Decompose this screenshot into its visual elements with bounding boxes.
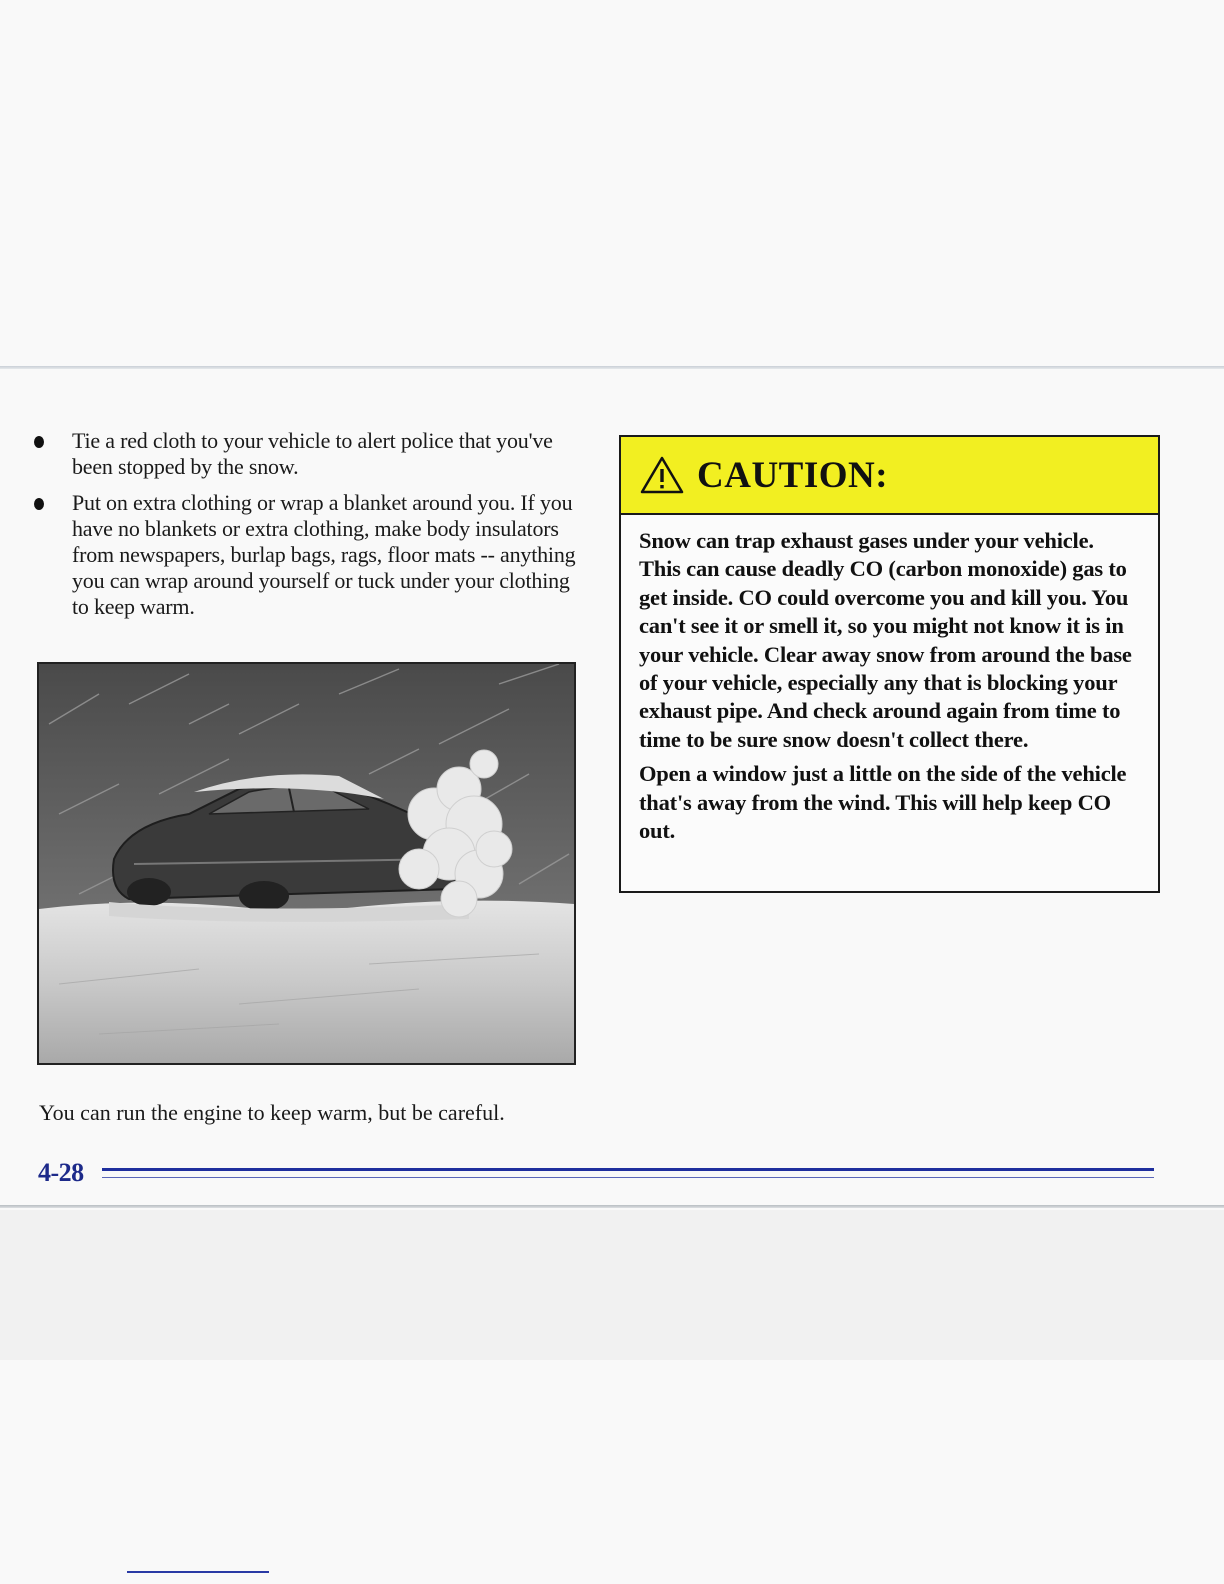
tips-list [34, 428, 579, 630]
caution-title: CAUTION: [697, 454, 889, 496]
bottom-tick-mark [127, 1571, 269, 1573]
bullet-icon [34, 436, 44, 448]
top-divider [0, 366, 1224, 369]
list-item [34, 428, 579, 480]
footer-rule-thin [102, 1177, 1154, 1178]
caution-paragraph: Snow can trap exhaust gases under your vehicle. This can cause deadly CO (carbon monoxide) gas to get inside. CO could overcome you and kill you. You can't see it or smell it, so you might not know it is in your vehicle. Clear away snow from around the base of your vehicle, especially any that is blocking your exhaust pipe. And check around again from time to time to be sure snow doesn't collect there. [639, 528, 1132, 752]
caution-paragraph: Open a window just a little on the side of the vehicle that's away from the wind. This will help keep CO out. [639, 761, 1127, 844]
bullet-text: Put on extra clothing or wrap a blanket around you. If you have no blankets or extra clothing, make body insulators from newspapers, burlap bags, rags, floor mats -- anything you can wrap around yourself or tuck under your clothing to keep warm. [72, 490, 576, 619]
caution-body [621, 515, 1158, 845]
illustration-caption: You can run the engine to keep warm, but be careful. [39, 1100, 505, 1125]
list-item [34, 490, 579, 620]
bullet-text: Tie a red cloth to your vehicle to alert police that you've been stopped by the snow. [72, 428, 553, 479]
footer-rule [102, 1168, 1154, 1171]
warning-triangle-icon [639, 455, 685, 495]
bottom-divider [0, 1205, 1224, 1208]
car-in-snowstorm-illustration [37, 662, 576, 1065]
caution-header [621, 437, 1158, 515]
bullet-icon [34, 498, 44, 510]
lower-margin [0, 1210, 1224, 1360]
caution-box [619, 435, 1160, 893]
page-number: 4-28 [38, 1158, 84, 1187]
